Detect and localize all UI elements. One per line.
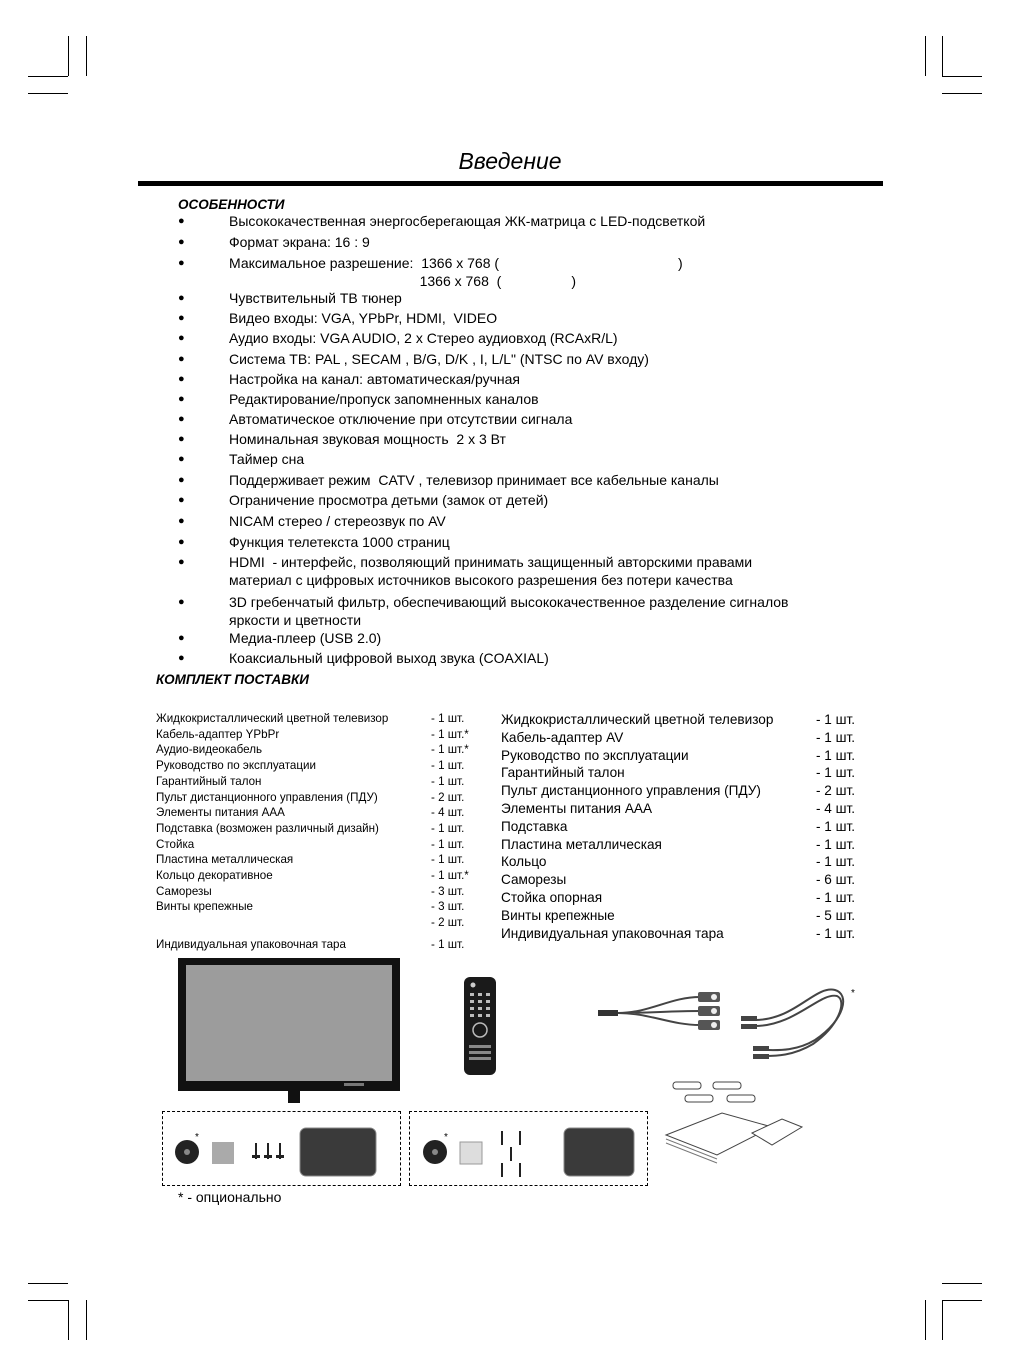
kit-item-name: Винты крепежные [156, 900, 253, 914]
manual-and-warranty-illustration [662, 1105, 807, 1165]
bullet-icon: ● [178, 332, 185, 344]
bullet-icon: ● [178, 215, 185, 227]
kit-item-qty: - 1 шт. [816, 712, 856, 727]
av-cable-illustration [735, 980, 855, 1065]
feature-text: Формат экрана: 16 : 9 [229, 234, 370, 250]
bullet-icon: ● [178, 515, 185, 527]
kit-item-qty: - 1 шт. [816, 747, 856, 763]
kit-item-qty: - 1 шт. [431, 837, 465, 851]
kit-item-qty: - 1 шт. [816, 818, 856, 834]
accessory-set-b-parts [418, 1125, 643, 1180]
bullet-icon: ● [178, 453, 185, 465]
bullet-icon: ● [178, 652, 185, 664]
kit-item-name: Пульт дистанционного управления (ПДУ) [156, 790, 378, 804]
kit-item-qty: - 6 шт. [816, 872, 856, 888]
feature-text: HDMI - интерфейс, позволяющий принимать защищенный авторскими правами [229, 554, 753, 570]
kit-item-qty: - 1 шт. [431, 937, 465, 951]
bullet-icon: ● [178, 257, 185, 269]
kit-item-name: Стойка [156, 837, 195, 851]
bullet-icon: ● [178, 393, 185, 405]
kit-item-name: Пластина металлическая [501, 836, 662, 852]
kit-heading: КОМПЛЕКТ ПОСТАВКИ [156, 672, 310, 687]
feature-text: Функция телетекста 1000 страниц [229, 534, 450, 550]
kit-item-qty: - 2 шт. [431, 790, 465, 804]
feature-text: Медиа-плеер (USB 2.0) [229, 630, 382, 646]
bullet-icon: ● [178, 596, 185, 608]
feature-text: Высококачественная энергосберегающая ЖК-матрица с LED-подсветкой [229, 213, 706, 229]
kit-item-name: Жидкокристаллический цветной телевизор [156, 712, 389, 725]
feature-text: 3D гребенчатый фильтр, обеспечивающий высококачественное разделение сигналов [229, 594, 789, 610]
kit-item-name: Элементы питания ААА [501, 801, 653, 816]
kit-item-qty: - 1 шт. [431, 712, 465, 725]
kit-item-qty: - 1 шт. [431, 759, 465, 773]
kit-item-name: Пульт дистанционного управления (ПДУ) [501, 783, 761, 799]
kit-item-name: Руководство по эксплуатации [156, 759, 316, 773]
feature-text: NICAM стерео / стереозвук по AV [229, 513, 446, 529]
feature-text: Коаксиальный цифровой выход звука (COAXIAL) [229, 650, 549, 666]
bullet-icon: ● [178, 632, 185, 644]
kit-item-name: Руководство по эксплуатации [501, 747, 689, 763]
feature-text: Система ТВ: PAL , SECAM , B/G, D/K , I, L/L" (NTSC по AV входу) [229, 351, 649, 367]
kit-item-qty: - 1 шт. [816, 836, 856, 852]
kit-item-qty: - 1 шт. [431, 821, 465, 835]
bullet-icon: ● [178, 536, 185, 548]
bullet-icon: ● [178, 312, 185, 324]
kit-item-qty: - 1 шт. [816, 854, 856, 870]
kit-item-qty: - 3 шт. [431, 900, 465, 914]
kit-item-qty: - 1 шт. [431, 774, 465, 788]
bullet-icon: ● [178, 433, 185, 445]
kit-item-qty: - 1 шт. [431, 853, 465, 867]
kit-item-name: Гарантийный талон [501, 765, 625, 781]
bullet-icon: ● [178, 236, 185, 248]
feature-text-continued: яркости и цветности [229, 612, 362, 628]
kit-item-name: Индивидуальная упаковочная тара [501, 925, 724, 941]
features-heading: ОСОБЕННОСТИ [178, 197, 285, 212]
accessory-set-a-parts [170, 1125, 395, 1180]
kit-item-name: Кольцо декоративное [156, 869, 273, 882]
ypbpr-cable-illustration [590, 985, 730, 1035]
optional-star-av: * [851, 988, 855, 999]
tv-illustration [170, 955, 410, 1105]
title-rule [138, 181, 883, 186]
kit-item-name: Саморезы [501, 872, 567, 888]
kit-item-name: Стойка опорная [501, 890, 603, 905]
kit-item-name: Подставка (возможен различный дизайн) [156, 821, 379, 835]
kit-item-name: Винты крепежные [501, 907, 615, 923]
kit-item-name: Элементы питания ААА [156, 806, 285, 820]
kit-item-qty: - 1 шт. [816, 925, 856, 941]
kit-item-name: Жидкокристаллический цветной телевизор [501, 712, 774, 727]
feature-text: Поддерживает режим CATV , телевизор принимает все кабельные каналы [229, 472, 719, 488]
bullet-icon: ● [178, 494, 185, 506]
optional-star-ring-b: * [444, 1132, 448, 1143]
feature-text: Видео входы: VGA, YPbPr, HDMI, VIDEO [229, 310, 498, 326]
feature-text: Чувствительный ТВ тюнер [229, 290, 402, 306]
feature-text: Номинальная звуковая мощность 2 x 3 Вт [229, 431, 506, 447]
kit-item-name: Кабель-адаптер AV [501, 729, 624, 745]
feature-text: Максимальное разрешение: 1366 x 768 ( ) [229, 255, 683, 271]
remote-control-illustration [460, 975, 500, 1077]
feature-text: Аудио входы: VGA AUDIO, 2 x Стерео аудиовход (RCAxR/L) [229, 330, 618, 346]
feature-text: Ограничение просмотра детьми (замок от детей) [229, 492, 549, 508]
feature-text: Настройка на канал: автоматическая/ручная [229, 371, 520, 387]
kit-item-qty: - 1 шт. [816, 765, 856, 781]
optional-star-ring-a: * [195, 1132, 199, 1143]
kit-item-qty: - 1 шт.* [431, 727, 469, 741]
optional-note: * - опционально [178, 1189, 282, 1205]
kit-item-qty: - 2 шт. [431, 916, 465, 930]
bullet-icon: ● [178, 413, 185, 425]
feature-text-continued: материал с цифровых источников высокого разрешения без потери качества [229, 572, 733, 588]
page-title: Введение [458, 148, 562, 174]
feature-text: Редактирование/пропуск запомненных каналов [229, 391, 539, 407]
kit-item-qty: - 5 шт. [816, 907, 856, 923]
kit-item-name: Кабель-адаптер YPbPr [156, 727, 280, 741]
kit-item-qty: - 1 шт. [816, 729, 856, 745]
kit-item-name: Аудио-видеокабель [156, 743, 263, 757]
feature-text-continued: 1366 x 768 ( ) [229, 273, 576, 289]
kit-item-qty: - 1 шт.* [431, 869, 469, 882]
bullet-icon: ● [178, 474, 185, 486]
kit-item-name: Подставка [501, 818, 568, 834]
kit-item-qty: - 1 шт. [816, 890, 856, 905]
bullet-icon: ● [178, 353, 185, 365]
kit-item-name: Пластина металлическая [156, 853, 294, 867]
kit-item-qty: - 3 шт. [431, 884, 465, 898]
bullet-icon: ● [178, 556, 185, 568]
bullet-icon: ● [178, 292, 185, 304]
feature-text: Автоматическое отключение при отсутствии сигнала [229, 411, 573, 427]
kit-item-name: Индивидуальная упаковочная тара [156, 937, 346, 951]
feature-text: Таймер сна [229, 451, 305, 467]
aaa-batteries-illustration [665, 1078, 765, 1108]
bullet-icon: ● [178, 373, 185, 385]
kit-item-qty: - 4 шт. [431, 806, 465, 820]
kit-item-name: Гарантийный талон [156, 774, 262, 788]
kit-item-qty: - 1 шт.* [431, 743, 469, 757]
kit-item-qty: - 4 шт. [816, 801, 856, 816]
kit-item-qty: - 2 шт. [816, 783, 856, 799]
kit-item-name: Кольцо [501, 854, 547, 870]
kit-item-name: Саморезы [156, 884, 212, 898]
